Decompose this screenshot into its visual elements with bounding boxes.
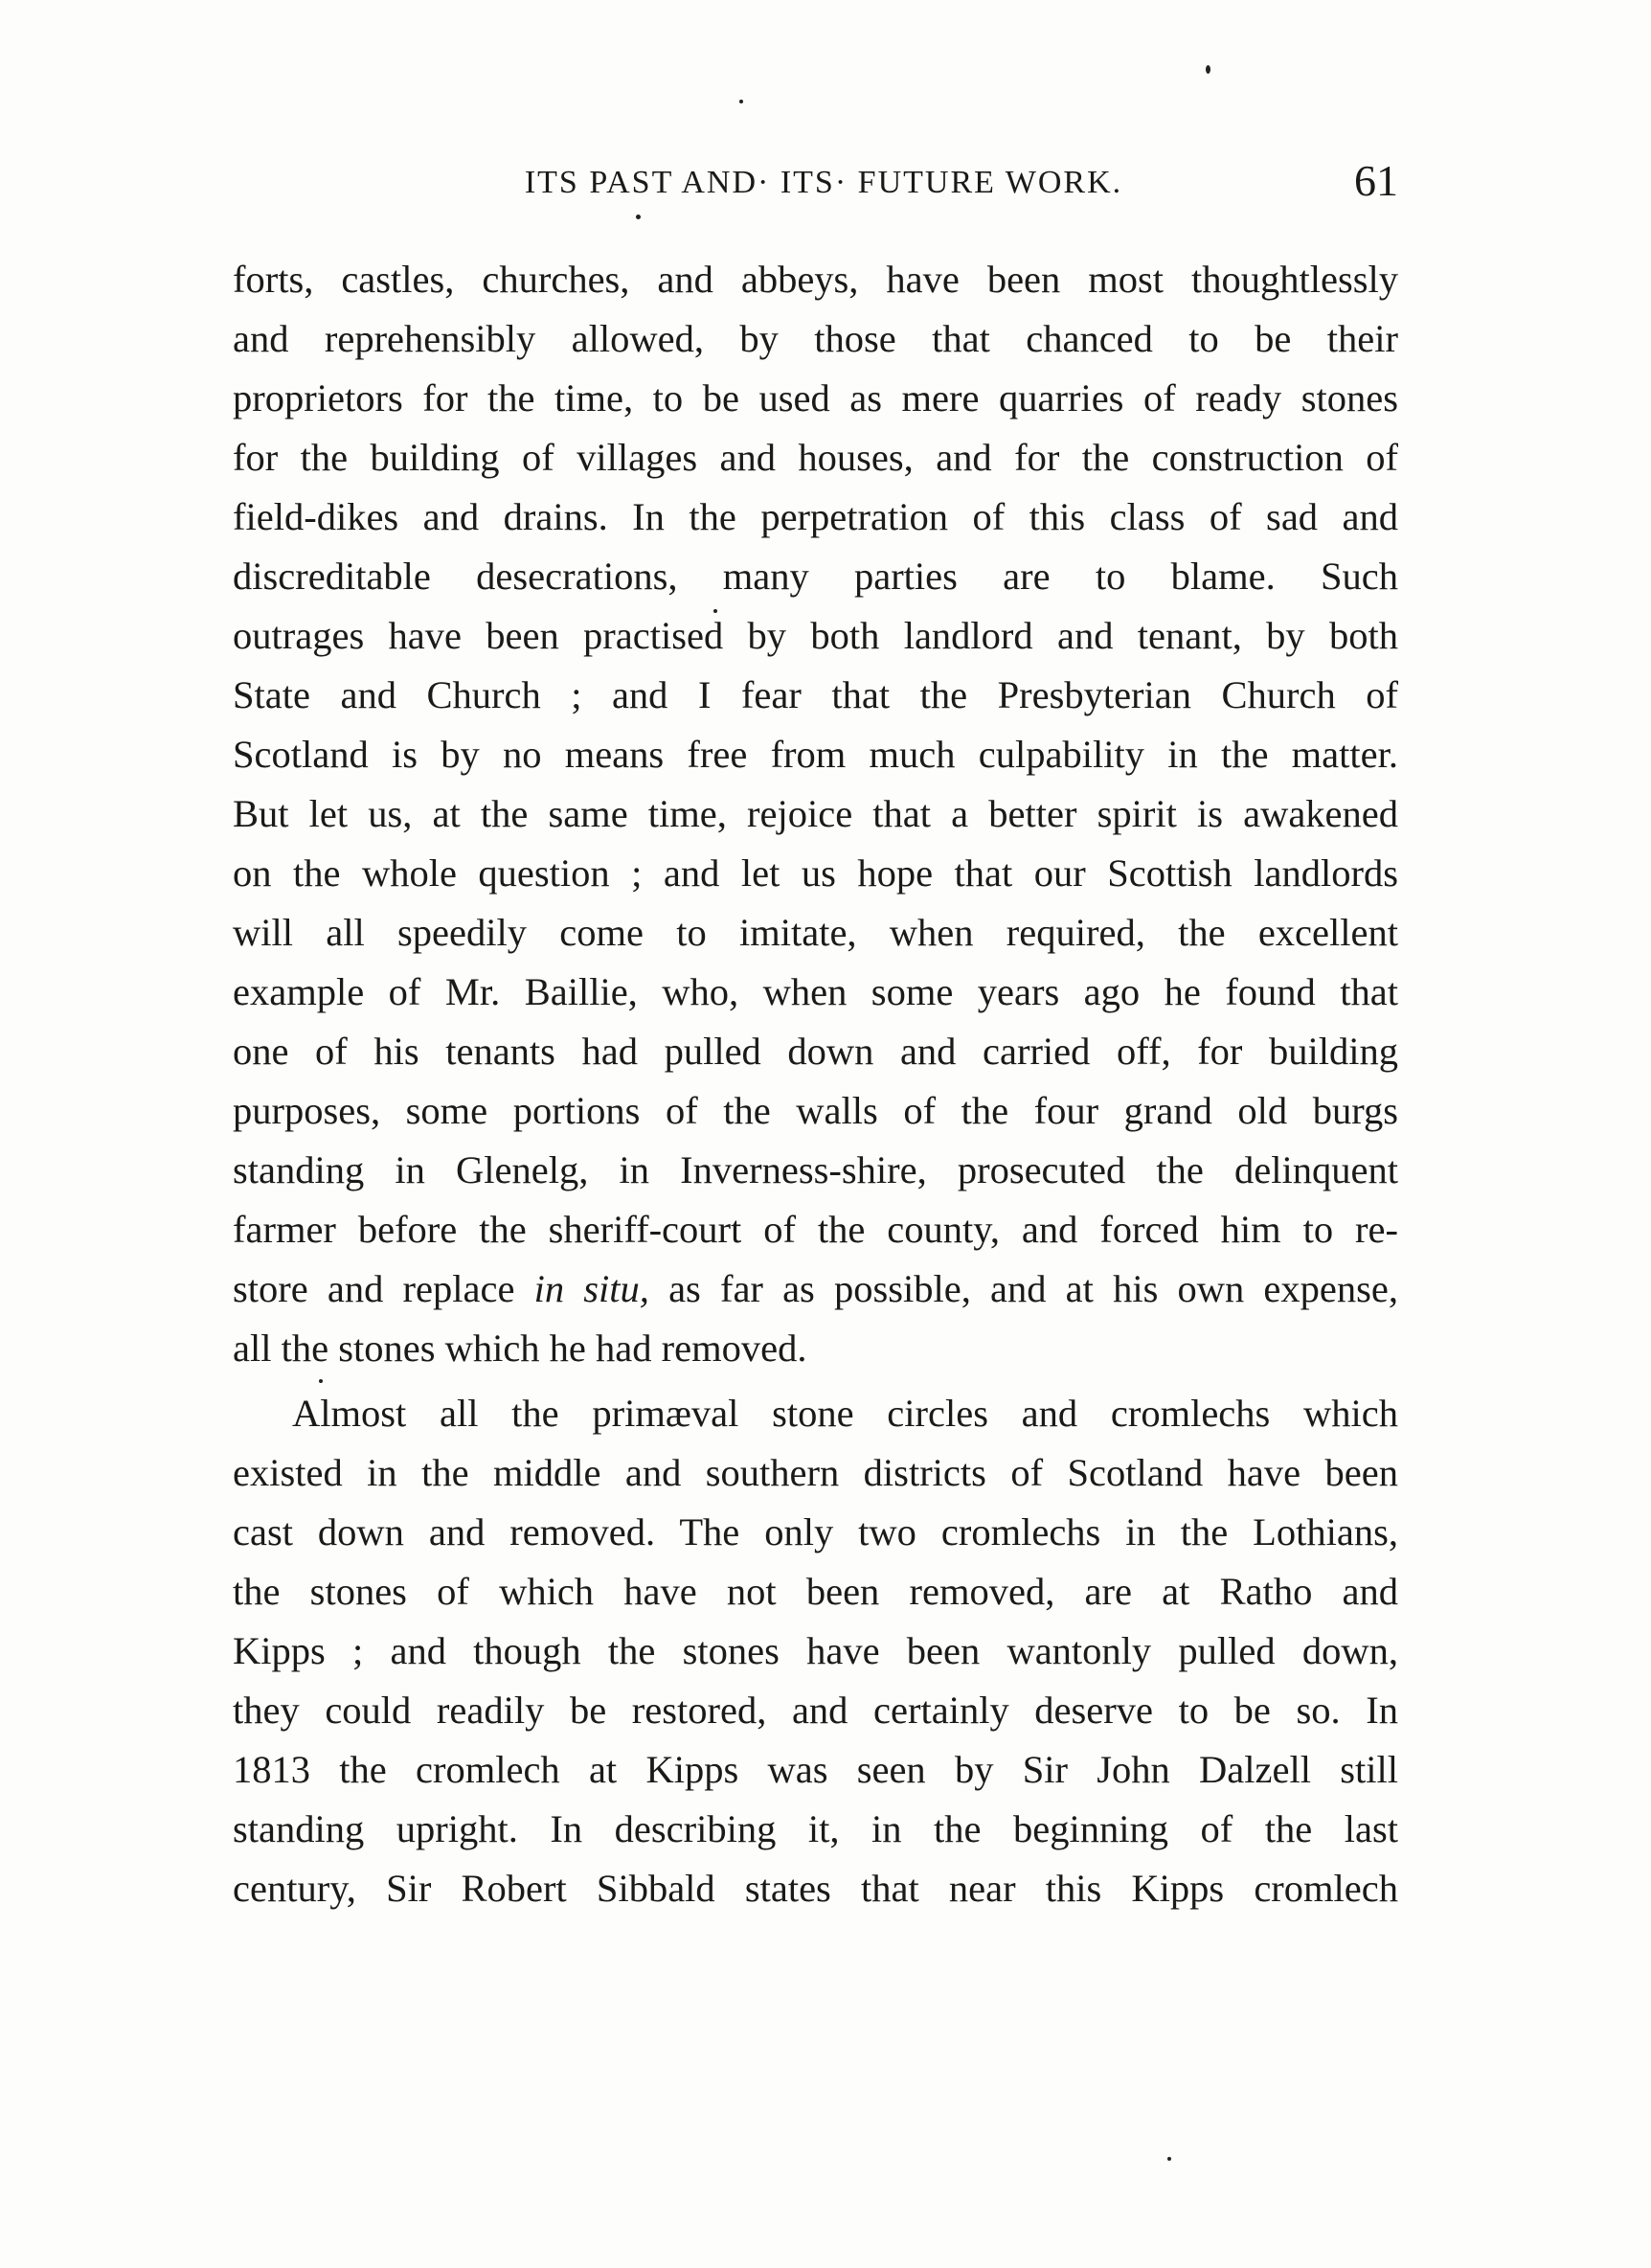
scan-speck <box>739 100 743 103</box>
scan-speck <box>713 609 717 613</box>
text-line: Scotland is by no means free from much culpability in the matter. <box>233 733 1398 776</box>
scan-speck <box>319 1379 323 1383</box>
text-line: purposes, some portions of the walls of the four grand old burgs <box>233 1089 1398 1132</box>
text-line: Almost all the primæval stone circles and cromlechs which <box>292 1392 1398 1435</box>
text-line: the stones of which have not been removed, are at Ratho and <box>233 1570 1398 1613</box>
text-line: existed in the middle and southern districts of Scotland have been <box>233 1451 1398 1494</box>
running-title: ITS PAST AND· ITS· FUTURE WORK. <box>524 165 1123 200</box>
text-line <box>233 1260 1398 1318</box>
text-segment: store and replace <box>233 1267 534 1310</box>
text-line: one of his tenants had pulled down and carried off, for building <box>233 1030 1398 1073</box>
text-line: State and Church ; and I fear that the Presbyterian Church of <box>233 673 1398 716</box>
text-line: discreditable desecrations, many parties are to blame. Such <box>233 555 1398 598</box>
text-line: on the whole question ; and let us hope that our Scottish landlords <box>233 851 1398 895</box>
page-number: 61 <box>1354 156 1398 205</box>
text-line: will all speedily come to imitate, when required, the excellent <box>233 911 1398 954</box>
text-line: standing in Glenelg, in Inverness-shire, prosecuted the delinquent <box>233 1148 1398 1191</box>
text-line: proprietors for the time, to be used as mere quarries of ready stones <box>233 376 1398 420</box>
text-line: forts, castles, churches, and abbeys, have been most thoughtlessly <box>233 258 1398 301</box>
text-line: standing upright. In describing it, in the beginning of the last <box>233 1807 1398 1850</box>
scan-speck <box>1206 65 1210 74</box>
text-segment: as far as possible, and at his own expense, <box>648 1267 1398 1310</box>
text-line: 1813 the cromlech at Kipps was seen by Sir John Dalzell still <box>233 1748 1398 1791</box>
text-line: they could readily be restored, and certainly deserve to be so. In <box>233 1689 1398 1732</box>
scan-speck <box>636 215 641 219</box>
scan-speck <box>1167 2157 1171 2161</box>
text-line: for the building of villages and houses, and for the construction of <box>233 436 1398 479</box>
text-line: century, Sir Robert Sibbald states that near this Kipps cromlech <box>233 1867 1398 1910</box>
text-line: Kipps ; and though the stones have been wantonly pulled down, <box>233 1629 1398 1672</box>
text-line: But let us, at the same time, rejoice that a better spirit is awakened <box>233 792 1398 835</box>
text-line: field-dikes and drains. In the perpetration of this class of sad and <box>233 495 1398 538</box>
text-line: cast down and removed. The only two cromlechs in the Lothians, <box>233 1510 1398 1554</box>
text-line: all the stones which he had removed. <box>233 1327 807 1370</box>
text-line: and reprehensibly allowed, by those that chanced to be their <box>233 317 1398 360</box>
italic-term: in situ, <box>533 1267 649 1310</box>
text-line: farmer before the sheriff-court of the county, and forced him to re- <box>233 1208 1398 1251</box>
text-line: outrages have been practised by both landlord and tenant, by both <box>233 614 1398 657</box>
text-line: example of Mr. Baillie, who, when some years ago he found that <box>233 970 1398 1013</box>
